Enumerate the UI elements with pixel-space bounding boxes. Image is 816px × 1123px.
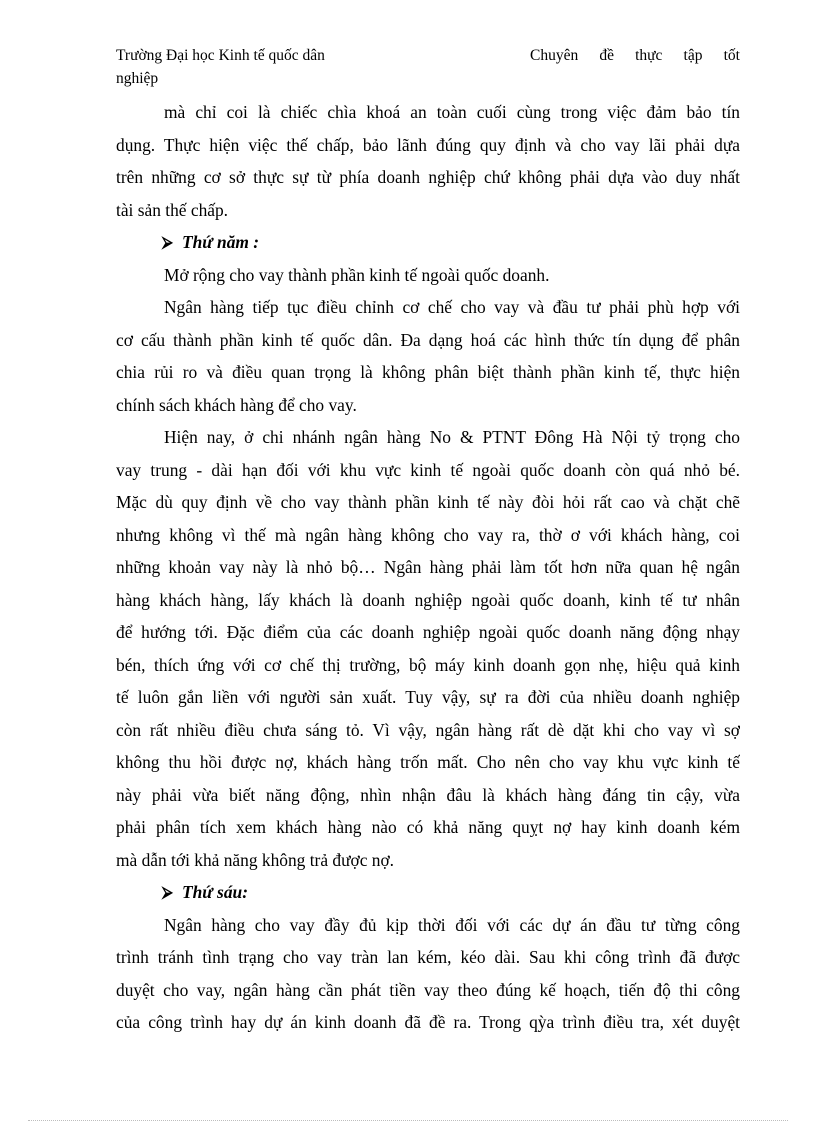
paragraph-5	[116, 909, 740, 1039]
text-line: Hiện nay, ở chi nhánh ngân hàng No & PTNT Đông Hà Nội tỷ trọng cho	[164, 427, 740, 447]
text-line: của công trình hay dự án kinh doanh đã đề ra. Trong qỳa trình điều tra, xét duyệt	[116, 1012, 740, 1032]
text-line: Mở rộng cho vay thành phần kinh tế ngoài quốc doanh.	[164, 264, 550, 285]
text-line: tài sản thế chấp.	[116, 199, 229, 220]
header-word: thực	[635, 47, 663, 64]
header-report-title	[530, 44, 740, 67]
header-continuation: nghiệp	[116, 70, 159, 87]
heading-text: Thứ sáu:	[182, 882, 248, 902]
text-line: hàng khách hàng, lấy khách là doanh nghiệp ngoài quốc doanh, kinh tế tư nhân	[116, 589, 740, 610]
text-line: bén, thích ứng với cơ chế thị trường, bộ máy kinh doanh gọn nhẹ, hiệu quả kinh	[116, 654, 740, 675]
text-line: trên những cơ sở thực sự từ phía doanh nghiệp chứ không phải dựa vào duy nhất	[116, 167, 740, 187]
header-university: Trường Đại học Kinh tế quốc dân	[116, 47, 325, 64]
text-line: những khoản vay này là nhỏ bộ… Ngân hàng phải làm tốt hơn nữa quan hệ ngân	[116, 557, 740, 577]
header-word: tốt	[723, 47, 740, 64]
text-line: mà dẫn tới khả năng không trả được nợ.	[116, 849, 395, 870]
document-body	[116, 96, 740, 1039]
page-bottom-divider	[28, 1120, 788, 1121]
header-word: đề	[599, 47, 614, 64]
header-word: Chuyên	[530, 47, 579, 64]
text-line: chia rủi ro và điều quan trọng là không phân biệt thành phần kinh tế, thực hiện	[116, 362, 740, 382]
paragraph-3	[116, 291, 740, 421]
text-line: chính sách khách hàng để cho vay.	[116, 394, 357, 415]
text-line: vay trung - dài hạn đối với khu vực kinh tế ngoài quốc doanh còn quá nhỏ bé.	[116, 459, 740, 480]
text-line: nhưng không vì thế mà ngân hàng không cho vay ra, thờ ơ với khách hàng, coi	[116, 524, 740, 545]
heading-thu-sau	[116, 876, 740, 909]
heading-thu-nam	[116, 226, 740, 259]
text-line: phải phân tích xem khách hàng nào có khả năng quỵt nợ hay kinh doanh kém	[116, 817, 740, 837]
text-line: không thu hồi được nợ, khách hàng trốn mất. Cho nên cho vay khu vực kinh tế	[116, 752, 740, 772]
text-line: Ngân hàng tiếp tục điều chỉnh cơ chế cho vay và đầu tư phải phù hợp với	[164, 297, 740, 317]
text-line: trình tránh tình trạng cho vay tràn lan kém, kéo dài. Sau khi công trình đã được	[116, 947, 740, 967]
text-line: Mặc dù quy định về cho vay thành phần kinh tế này đòi hỏi rất cao và chặt chẽ	[116, 492, 740, 512]
arrow-bullet-icon: ⮚	[162, 233, 173, 251]
text-line: còn rất nhiều điều chưa sáng tỏ. Vì vậy, ngân hàng rất dè dặt khi cho vay vì sợ	[116, 719, 740, 740]
paragraph-4	[116, 421, 740, 876]
heading-text: Thứ năm :	[182, 232, 260, 252]
paragraph-1	[116, 96, 740, 226]
text-line: Ngân hàng cho vay đầy đủ kịp thời đối với các dự án đầu tư từng công	[164, 914, 740, 935]
text-line: này phải vừa biết năng động, nhìn nhận đâu là khách hàng đáng tin cậy, vừa	[116, 784, 740, 805]
paragraph-2	[116, 259, 740, 292]
arrow-bullet-icon: ⮚	[162, 883, 173, 901]
text-line: cơ cấu thành phần kinh tế quốc dân. Đa dạng hoá các hình thức tín dụng để phân	[116, 329, 740, 350]
text-line: dụng. Thực hiện việc thế chấp, bảo lãnh đúng quy định và cho vay lãi phải dựa	[116, 134, 740, 155]
header-word: tập	[683, 47, 703, 64]
text-line: tế luôn gắn liền với người sản xuất. Tuy vậy, sự ra đời của nhiều doanh nghiệp	[116, 687, 740, 707]
text-line: duyệt cho vay, ngân hàng cần phát tiền vay theo đúng kế hoạch, tiến độ thi công	[116, 979, 740, 1000]
text-line: để hướng tới. Đặc điểm của các doanh nghiệp ngoài quốc doanh năng động nhạy	[116, 622, 740, 642]
text-line: mà chỉ coi là chiếc chìa khoá an toàn cuối cùng trong việc đảm bảo tín	[164, 102, 740, 122]
